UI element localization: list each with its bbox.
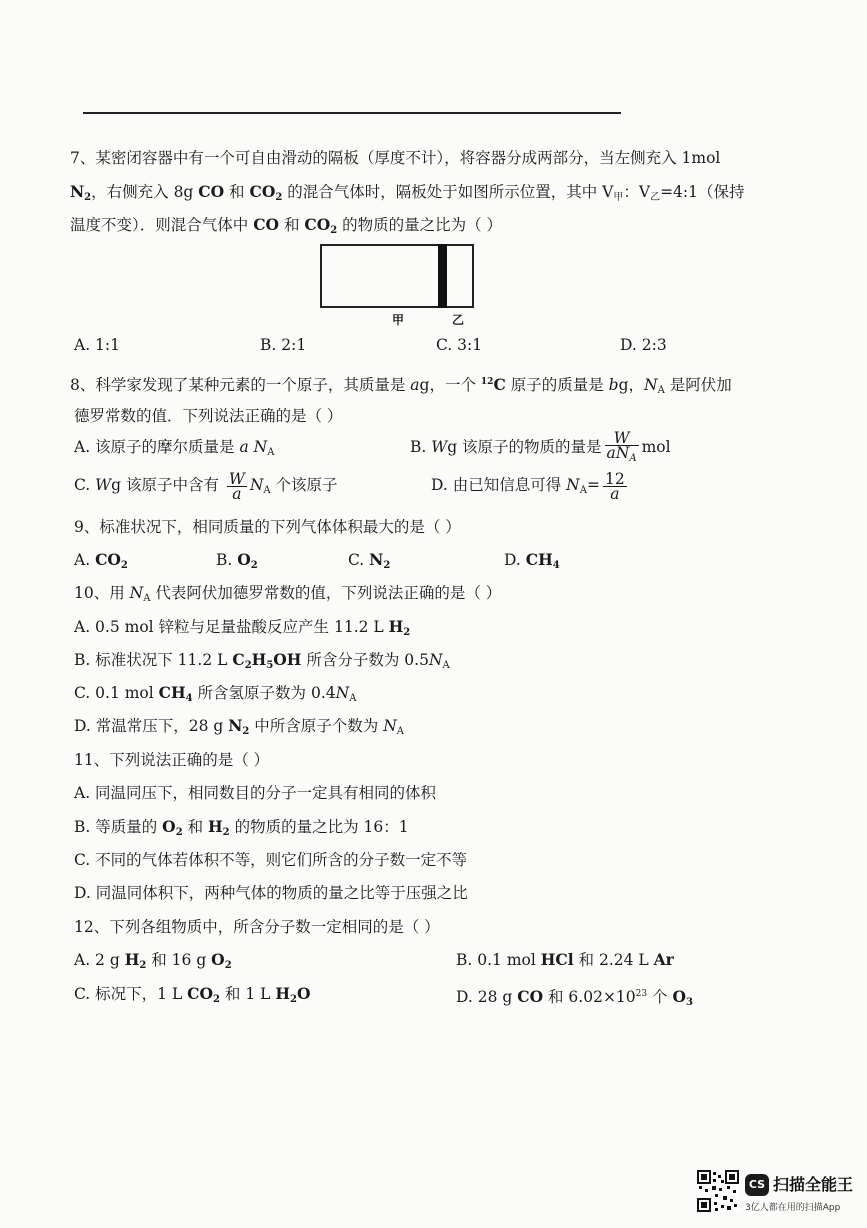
q9-option-a: A. $CO_2$ [74,550,128,571]
container-diagram [320,244,474,308]
q7-option-b: B. 2:1 [260,336,307,354]
q11-stem: 11、下列说法正确的是（ ） [74,751,270,769]
q8-line2: 德罗常数的值．下列说法正确的是（ ） [74,407,343,425]
q11-option-b: B. 等质量的 $O_2$ 和 $H_2$ 的物质的量之比为 16：1 [74,817,409,838]
scanner-brand: 扫描全能王 [773,1175,854,1194]
q12-stem: 12、下列各组物质中，所含分子数一定相同的是（ ） [74,918,440,936]
q10-stem: 10、用 $N_A$ 代表阿伏加德罗常数的值，下列说法正确的是（ ） [74,584,502,604]
q7-option-a: A. 1:1 [74,336,120,354]
label-jia: 甲 [392,313,405,327]
q9-option-b: B. $O_2$ [216,550,258,571]
sliding-partition [438,244,447,308]
q8-option-c: C. Wg 该原子中含有 $\frac{W}{a}$ $N_A$ 个该原子 [74,469,338,503]
q7-option-c: C. 3:1 [436,336,483,354]
q10-option-b: B. 标准状况下 11.2 L $C_2H_5OH$ 所含分子数为 $0.5N_A$ [74,650,450,671]
scanner-logo: CS [745,1174,769,1196]
q12-option-c: C. 标况下，1 L $CO_2$ 和 1 L $H_2O$ [74,984,311,1005]
label-yi: 乙 [452,313,465,327]
q7-line3: 温度不变）．则混合气体中 CO 和 $CO_2$ 的物质的量之比为（ ） [70,215,503,236]
q9-option-c: C. $N_2$ [348,550,391,571]
q7-option-d: D. 2:3 [620,336,667,354]
q12-option-a: A. 2 g $H_2$ 和 16 g $O_2$ [74,950,232,971]
q12-option-b: B. 0.1 mol HCl 和 2.24 L Ar [456,950,674,969]
q11-option-d: D. 同温同体积下，两种气体的物质的量之比等于压强之比 [74,884,468,902]
q8-line1: 8、科学家发现了某种元素的一个原子，其质量是 ag，一个 $^{12}$C 原子的质量是 bg，$N_A$ 是阿伏加 [70,375,732,396]
q8-option-a: A. 该原子的摩尔质量是 a $N_A$ [74,438,275,458]
q7-line2: $N_2$，右侧充入 8g CO 和 $CO_2$ 的混合气体时，隔板处于如图所示位置，其中 $V_甲$：$V_乙=4:1$（保持 [70,182,745,203]
q10-option-d: D. 常温常压下，28 g $N_2$ 中所含原子个数为 $N_A$ [74,716,405,737]
q10-option-c: C. 0.1 mol $CH_4$ 所含氢原子数为 $0.4N_A$ [74,683,357,704]
q7-line1: 7、某密闭容器中有一个可自由滑动的隔板（厚度不计），将容器分成两部分，当左侧充入 1mol [70,149,721,167]
q10-option-a: A. 0.5 mol 锌粒与足量盐酸反应产生 11.2 L $H_2$ [74,617,411,638]
q8-option-b: B. Wg 该原子的物质的量是 $\frac{W}{aN_A}$ mol [410,428,671,464]
scanner-tagline: 3亿人都在用的扫描App [745,1203,841,1213]
q11-option-a: A. 同温同压下，相同数目的分子一定具有相同的体积 [74,784,437,802]
header-rule [83,112,621,114]
q9-stem: 9、标准状况下，相同质量的下列气体体积最大的是（ ） [74,518,461,536]
q11-option-c: C. 不同的气体若体积不等，则它们所含的分子数一定不等 [74,851,468,869]
qr-code [697,1170,739,1212]
q8-option-d: D. 由已知信息可得 $N_A=$ $\frac{12}{a}$ [431,469,625,503]
q9-option-d: D. $CH_4$ [504,550,560,571]
q12-option-d: D. 28 g CO 和 $6.02\times 10^{23}$ 个 $O_3$ [456,987,693,1008]
